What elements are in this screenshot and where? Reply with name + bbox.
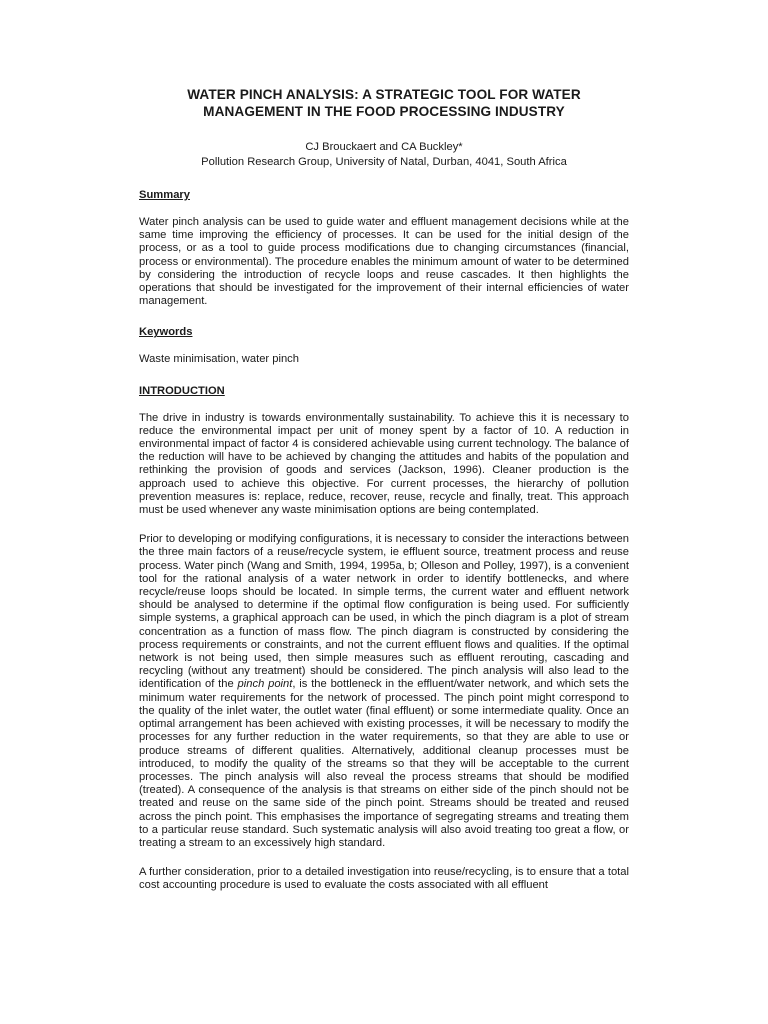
intro-paragraph-3: A further consideration, prior to a detailed investigation into reuse/recycling, is to ensure that a total cost accounting procedure is used to evaluate the costs associated with all effluent — [139, 866, 629, 892]
author-block — [139, 140, 629, 170]
keywords-heading: Keywords — [139, 326, 193, 339]
intro-paragraph-2 — [139, 533, 629, 850]
intro-paragraph-2-part-b: , is the bottleneck in the effluent/water network, and which sets the minimum water requirements for the network of processed. The pinch point might correspond to the quality of the inlet water, the outlet water (final effluent) or some intermediate quality. Once an optimal arrangement has been achieved with existing processes, it will be necessary to modify the processes for any further reduction in the water requirements, so that they are able to use or produce streams of different qualities. Alternatively, additional cleanup processes must be introduced, to modify the quality of the streams so that they will be acceptable to the current processes. The pinch analysis will also reveal the process streams that should be modified (treated). A consequence of the analysis is that streams on either side of the pinch should not be treated and reuse on the same side of the pinch point. Streams should be treated and reused across the pinch point. This emphasises the importance of segregating streams and treating them to a particular reuse standard. Such systematic analysis will also avoid treating too great a flow, or treating a stream to an excessively high standard. — [139, 678, 629, 849]
summary-heading: Summary — [139, 189, 190, 201]
intro-paragraph-1: The drive in industry is towards environmentally sustainability. To achieve this it is necessary to reduce the environmental impact per unit of money spent by a factor of 10. A reduction in environmental impact of factor 4 is considered achievable using current technology. The balance of the reduction will have to be achieved by changing the attitudes and habits of the population and rethinking the provision of goods and services (Jackson, 1996). Cleaner production is the approach used to achieve this objective. For current processes, the hierarchy of pollution prevention measures is: replace, reduce, recover, reuse, recycle and finally, treat. This approach must be used whenever any waste minimisation options are being contemplated. — [139, 411, 629, 517]
paper-title: WATER PINCH ANALYSIS: A STRATEGIC TOOL FOR WATER MANAGEMENT IN THE FOOD PROCESSING INDUSTRY — [187, 87, 581, 119]
pinch-point-term: pinch point — [237, 678, 293, 691]
introduction-heading: INTRODUCTION — [139, 384, 225, 397]
authors: CJ Brouckaert and CA Buckley* — [305, 141, 463, 153]
intro-paragraph-2-part-a: Prior to developing or modifying configurations, it is necessary to consider the interactions between the three main factors of a reuse/recycle system, ie effluent source, treatment process and reuse process. Water pinch (Wang and Smith, 1994, 1995a, b; Olleson and Polley, 1997), is a convenient tool for the rational analysis of a water network in order to identify bottlenecks, and where recycle/reuse loops should be located. In simple terms, the current water and effluent network should be analysed to determine if the optimal flow configuration is being used. For sufficiently simple systems, a graphical approach can be used, in which the pinch diagram is a plot of stream concentration as a function of mass flow. The pinch diagram is constructed by considering the process requirements or constraints, and not the current effluent flows and qualities. If the optimal network is not being used, then simple measures such as effluent rerouting, cascading and recycling (without any treatment) should be considered. The pinch analysis will also lead to the identification of the — [139, 533, 629, 691]
summary-paragraph: Water pinch analysis can be used to guide water and effluent management decisions while at the same time improving the efficiency of processes. It can be used for the initial design of the process, or as a tool to guide process modifications due to changing circumstances (financial, process or environmental). The procedure enables the minimum amount of water to be determined by considering the introduction of recycle loops and reuse cascades. It then highlights the operations that should be investigated for the improvement of their internal efficiencies of water management. — [139, 216, 629, 308]
affiliation: Pollution Research Group, University of Natal, Durban, 4041, South Africa — [201, 156, 567, 168]
keywords-text: Waste minimisation, water pinch — [139, 353, 299, 366]
